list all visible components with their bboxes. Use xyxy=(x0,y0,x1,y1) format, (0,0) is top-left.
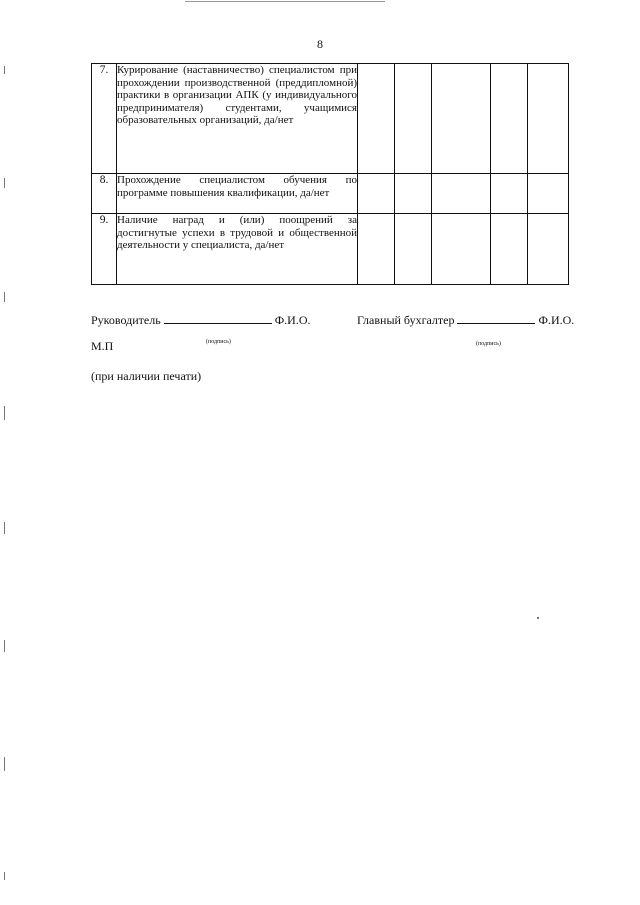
table-row xyxy=(92,174,569,214)
accountant-signature-blank[interactable] xyxy=(457,323,535,324)
scan-mark xyxy=(4,522,5,534)
empty-cell xyxy=(395,64,432,174)
head-label: Руководитель xyxy=(91,313,161,327)
accountant-signature-line xyxy=(357,313,574,328)
head-signature-hint: (подпись) xyxy=(206,339,231,345)
accountant-label: Главный бухгалтер xyxy=(357,313,455,327)
empty-cell xyxy=(491,214,528,285)
empty-cell xyxy=(395,174,432,214)
scan-mark xyxy=(4,178,5,188)
table-row xyxy=(92,64,569,174)
scan-mark xyxy=(4,292,5,302)
empty-cell xyxy=(528,214,569,285)
table-row xyxy=(92,214,569,285)
stamp-label: М.П xyxy=(91,339,114,353)
stamp-note: (при наличии печати) xyxy=(91,369,202,383)
scan-mark xyxy=(4,640,5,652)
row-number: 7. xyxy=(92,64,117,174)
empty-cell xyxy=(358,214,395,285)
empty-cell xyxy=(528,174,569,214)
empty-cell xyxy=(491,64,528,174)
page-number: 8 xyxy=(317,37,323,51)
empty-cell xyxy=(432,64,491,174)
row-number: 9. xyxy=(92,214,117,285)
scan-mark xyxy=(4,66,5,74)
scan-mark xyxy=(4,872,5,880)
row-number: 8. xyxy=(92,174,117,214)
empty-cell xyxy=(432,214,491,285)
empty-cell xyxy=(528,64,569,174)
head-signature-line xyxy=(91,313,311,328)
empty-cell xyxy=(491,174,528,214)
empty-cell xyxy=(395,214,432,285)
head-signature-blank[interactable] xyxy=(164,323,272,324)
scan-mark xyxy=(4,406,5,420)
empty-cell xyxy=(358,64,395,174)
row-criterion-text: Наличие наград и (или) поощрений за достигнутые успехи в трудовой и общественной деятельности у специалиста, да/нет xyxy=(117,214,358,285)
empty-cell xyxy=(432,174,491,214)
scan-mark xyxy=(4,757,5,771)
criteria-table xyxy=(91,63,569,285)
head-fio-label: Ф.И.О. xyxy=(274,313,311,327)
empty-cell xyxy=(358,174,395,214)
row-criterion-text: Курирование (наставничество) специалистом при прохождении производственной (преддипломной) практики в организации АПК (у индивидуального предпринимателя) студентами, учащимися образовательных организаций, да/нет xyxy=(117,64,358,174)
row-criterion-text: Прохождение специалистом обучения по программе повышения квалификации, да/нет xyxy=(117,174,358,214)
accountant-fio-label: Ф.И.О. xyxy=(538,313,575,327)
scan-mark xyxy=(537,617,539,619)
top-scan-edge-line xyxy=(185,1,385,2)
accountant-signature-hint: (подпись) xyxy=(476,341,501,347)
